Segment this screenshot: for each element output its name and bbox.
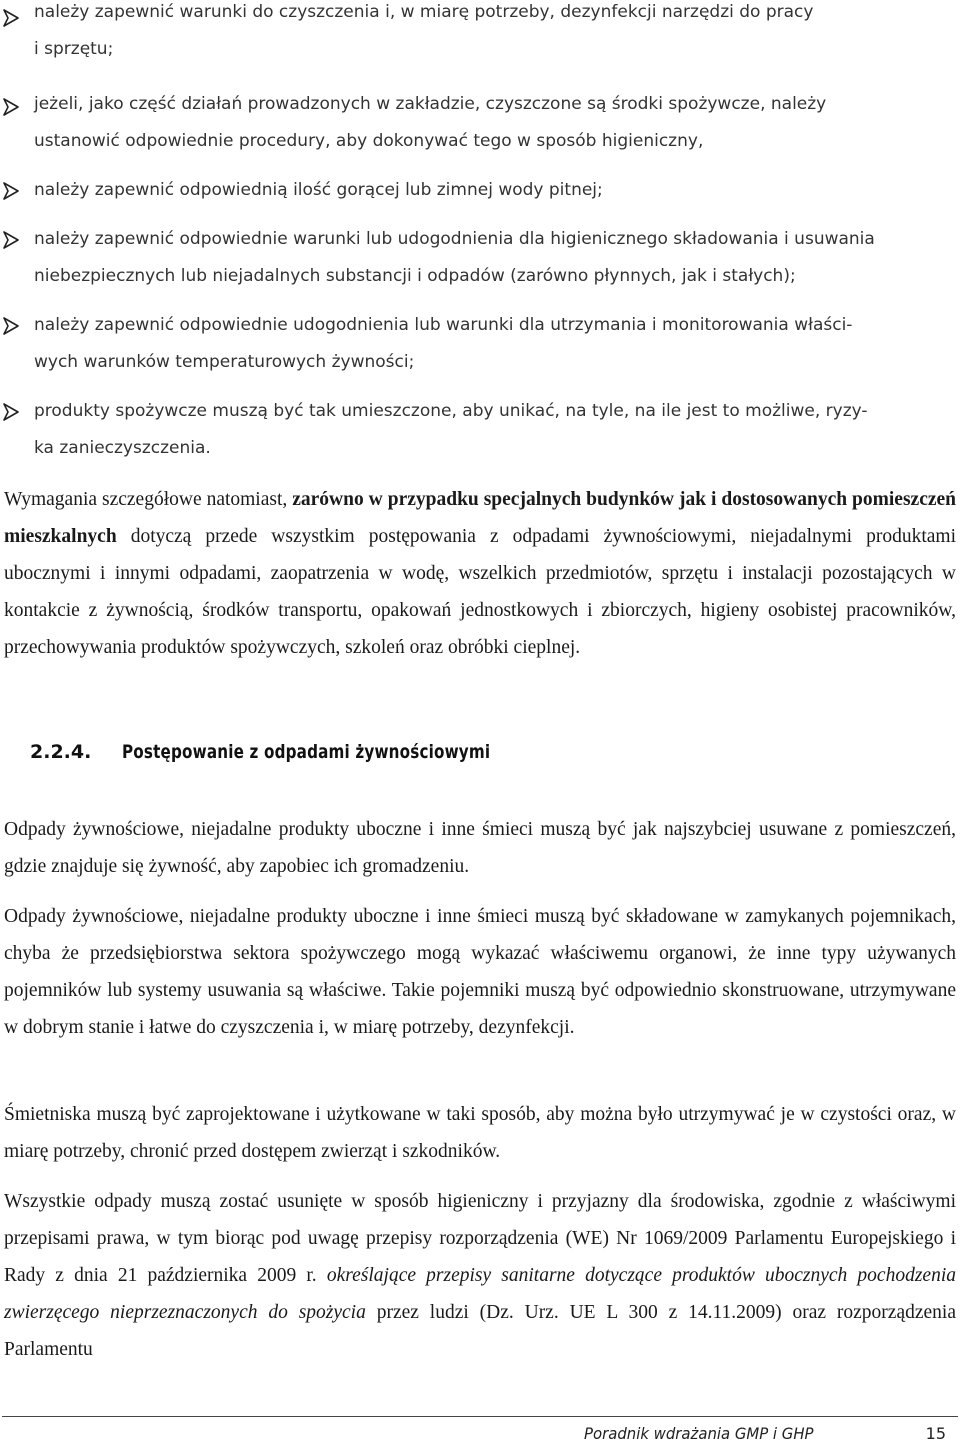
bullet-line: należy zapewnić odpowiednią ilość gorącej lub zimnej wody pitnej;	[34, 180, 603, 200]
bullet-line: wych warunków temperaturowych żywności;	[34, 352, 415, 372]
bullet-line: jeżeli, jako część działań prowadzonych w zakładzie, czyszczone są środki spożywcze, należy	[34, 94, 827, 114]
bullet-line: należy zapewnić odpowiednie udogodnienia lub warunki dla utrzymania i monitorowania właści-	[34, 315, 853, 335]
footer-divider	[2, 1416, 958, 1417]
section-heading	[30, 741, 582, 763]
bullet-line: należy zapewnić odpowiednie warunki lub udogodnienia dla higienicznego składowania i usuwania	[34, 229, 875, 249]
arrow-bullet-icon	[2, 9, 20, 27]
bullet-line: i sprzętu;	[34, 39, 114, 59]
italic-regulation-title: określające przepisy sanitarne dotyczące produktów ubocznych pochodzenia zwierzęcego nieprzeznaczonych do spożycia	[4, 1265, 956, 1323]
bullet-line: niebezpiecznych lub niejadalnych substancji i odpadów (zarówno płynnych, jak i stałych);	[34, 266, 796, 286]
arrow-bullet-icon	[2, 403, 20, 421]
arrow-bullet-icon	[2, 317, 20, 335]
paragraph-waste-areas: Śmietniska muszą być zaprojektowane i użytkowane w taki sposób, aby można było utrzymywać je w czystości oraz, w miarę potrzeby, chronić przed dostępem zwierząt i szkodników.	[4, 1104, 956, 1162]
bullet-line: należy zapewnić warunki do czyszczenia i, w miarę potrzeby, dezynfekcji narzędzi do pracy	[34, 2, 814, 22]
paragraph-waste-containers: Odpady żywnościowe, niejadalne produkty uboczne i inne śmieci muszą być składowane w zamykanych pojemnikach, chyba że przedsiębiorstwa sektora spożywczego mogą wykazać właściwemu organowi, że inne typy używanych pojemników lub systemy usuwania są właściwe. Takie pojemniki muszą być odpowiednio skonstruowane, utrzymywane w dobrym stanie i łatwe do czyszczenia i, w miarę potrzeby, dezynfekcji.	[4, 906, 956, 1038]
page-number: 15	[925, 1424, 946, 1443]
arrow-bullet-icon	[2, 182, 20, 200]
arrow-bullet-icon	[2, 231, 20, 249]
arrow-bullet-icon	[2, 98, 20, 116]
paragraph-waste-disposal: Wszystkie odpady muszą zostać usunięte w sposób higieniczny i przyjazny dla środowiska, zgodnie z właściwymi przepisami prawa, w tym biorąc pod uwagę przepisy rozporządzenia (WE) Nr 1069/2009 Parlamentu Europejskiego i Rady z dnia 21 października 2009 r. określające przepisy sanitarne dotyczące produktów ubocznych pochodzenia zwierzęcego nieprzeznaczonych do spożycia przez ludzi (Dz. Urz. UE L 300 z 14.11.2009) oraz rozporządzenia Parlamentu	[4, 1191, 956, 1360]
bullet-line: ka zanieczyszczenia.	[34, 438, 211, 458]
section-number: 2.2.4.	[30, 741, 92, 763]
paragraph-detailed-requirements: Wymagania szczegółowe natomiast, zarówno w przypadku specjalnych budynków jak i dostosowanych pomieszczeń mieszkalnych dotyczą przede wszystkim postępowania z odpadami żywnościowymi, niejadalnymi produktami ubocznymi i innymi odpadami, zaopatrzenia w wodę, wszelkich przedmiotów, sprzętu i instalacji pozostających w kontakcie z żywnością, środków transportu, opakowań jednostkowych i zbiorczych, higieny osobistej pracowników, przechowywania produktów spożywczych, szkoleń oraz obróbki cieplnej.	[4, 489, 957, 658]
section-title: Postępowanie z odpadami żywnościowymi	[122, 741, 491, 763]
bullet-line: ustanowić odpowiednie procedury, aby dokonywać tego w sposób higieniczny,	[34, 131, 704, 151]
bullet-line: produkty spożywcze muszą być tak umieszczone, aby unikać, na tyle, na ile jest to możliwe, ryzy-	[34, 401, 868, 421]
bold-phrase: zarówno w przypadku specjalnych budynków jak i dostosowanych pomieszczeń mieszkalnych	[4, 489, 957, 547]
paragraph-waste-removal: Odpady żywnościowe, niejadalne produkty uboczne i inne śmieci muszą być jak najszybciej usuwane z pomieszczeń, gdzie znajduje się żywność, aby zapobiec ich gromadzeniu.	[4, 819, 956, 877]
footer-title: Poradnik wdrażania GMP i GHP	[584, 1424, 814, 1443]
